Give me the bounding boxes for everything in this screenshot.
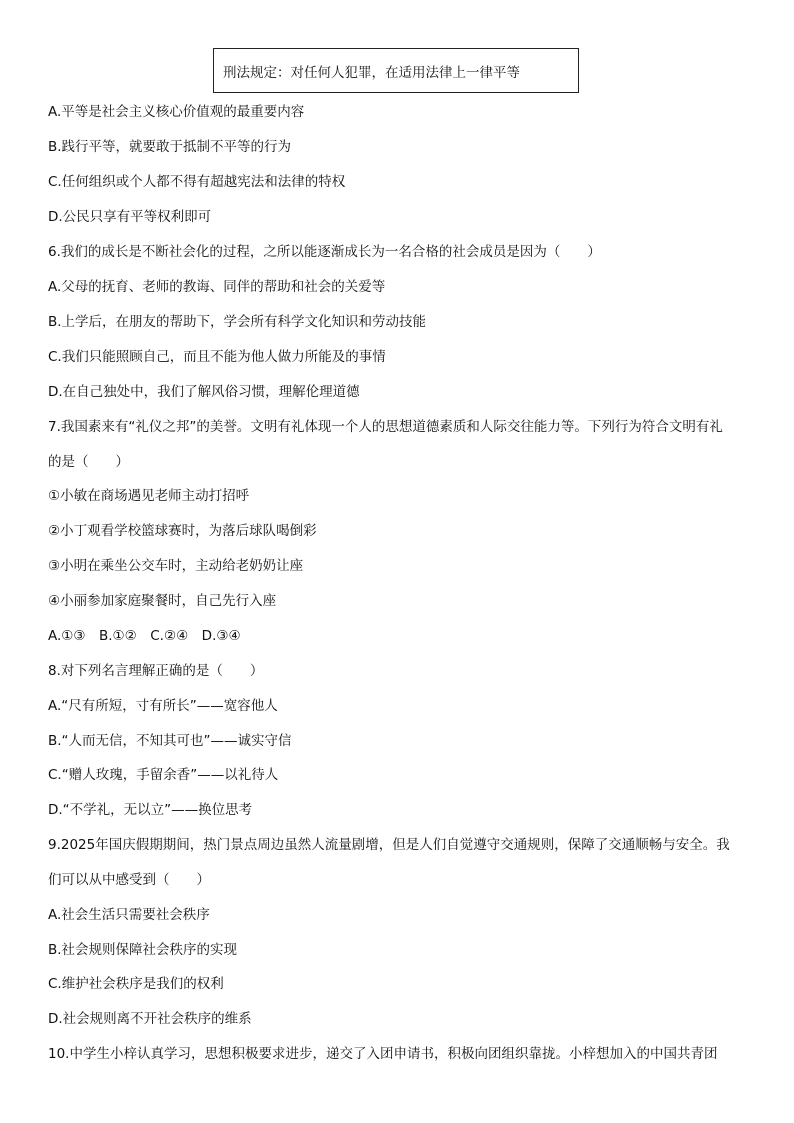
q7-item-2: ②小丁观看学校篮球赛时，为落后球队喝倒彩 <box>48 523 317 539</box>
q5-option-a: A.平等是社会主义核心价值观的最重要内容 <box>48 104 305 120</box>
q9-stem-line1: 9.2025年国庆假期期间，热门景点周边虽然人流量剧增，但是人们自觉遵守交通规则，保障了交通顺畅与安全。我 <box>48 837 730 853</box>
q7-item-4: ④小丽参加家庭聚餐时，自己先行入座 <box>48 593 277 609</box>
q8-option-a: A.“尺有所短，寸有所长”——宽容他人 <box>48 698 278 714</box>
q5-option-b: B.践行平等，就要敢于抵制不平等的行为 <box>48 139 292 155</box>
q9-option-d: D.社会规则离不开社会秩序的维系 <box>48 1011 252 1027</box>
boxed-note-text: 刑法规定：对任何人犯罪，在适用法律上一律平等 <box>223 64 520 81</box>
q7-item-3: ③小明在乘坐公交车时，主动给老奶奶让座 <box>48 558 304 574</box>
boxed-legal-note <box>213 48 579 93</box>
q8-option-b: B.“人而无信，不知其可也”——诚实守信 <box>48 733 292 749</box>
q6-option-d: D.在自己独处中，我们了解风俗习惯，理解伦理道德 <box>48 384 360 400</box>
q8-option-d: D.“不学礼，无以立”——换位思考 <box>48 802 253 818</box>
q10-stem-line1: 10.中学生小梓认真学习，思想积极要求进步，递交了入团申请书，积极向团组织靠拢。小梓想加入的中国共青团 <box>48 1046 718 1062</box>
q8-option-c: C.“赠人玫瑰，手留余香”——以礼待人 <box>48 767 279 783</box>
q6-option-a: A.父母的抚育、老师的教诲、同伴的帮助和社会的关爱等 <box>48 279 386 295</box>
q6-option-b: B.上学后，在朋友的帮助下，学会所有科学文化知识和劳动技能 <box>48 314 427 330</box>
q9-option-a: A.社会生活只需要社会秩序 <box>48 907 210 923</box>
q7-stem-line2: 的是（ ） <box>48 454 129 470</box>
q7-options: A.①③ B.①② C.②④ D.③④ <box>48 628 241 644</box>
q8-stem: 8.对下列名言理解正确的是（ ） <box>48 663 264 679</box>
q5-option-c: C.任何组织或个人都不得有超越宪法和法律的特权 <box>48 174 346 190</box>
q6-stem: 6.我们的成长是不断社会化的过程，之所以能逐渐成长为一名合格的社会成员是因为（ ） <box>48 244 601 260</box>
q9-option-b: B.社会规则保障社会秩序的实现 <box>48 942 238 958</box>
q9-stem-line2: 们可以从中感受到（ ） <box>48 872 210 888</box>
q7-item-1: ①小敏在商场遇见老师主动打招呼 <box>48 488 250 504</box>
q7-stem-line1: 7.我国素来有“礼仪之邦”的美誉。文明有礼体现一个人的思想道德素质和人际交往能力等。下列行为符合文明有礼 <box>48 419 723 435</box>
q9-option-c: C.维护社会秩序是我们的权利 <box>48 976 224 992</box>
q5-option-d: D.公民只享有平等权利即可 <box>48 209 212 225</box>
q6-option-c: C.我们只能照顾自己，而且不能为他人做力所能及的事情 <box>48 349 386 365</box>
